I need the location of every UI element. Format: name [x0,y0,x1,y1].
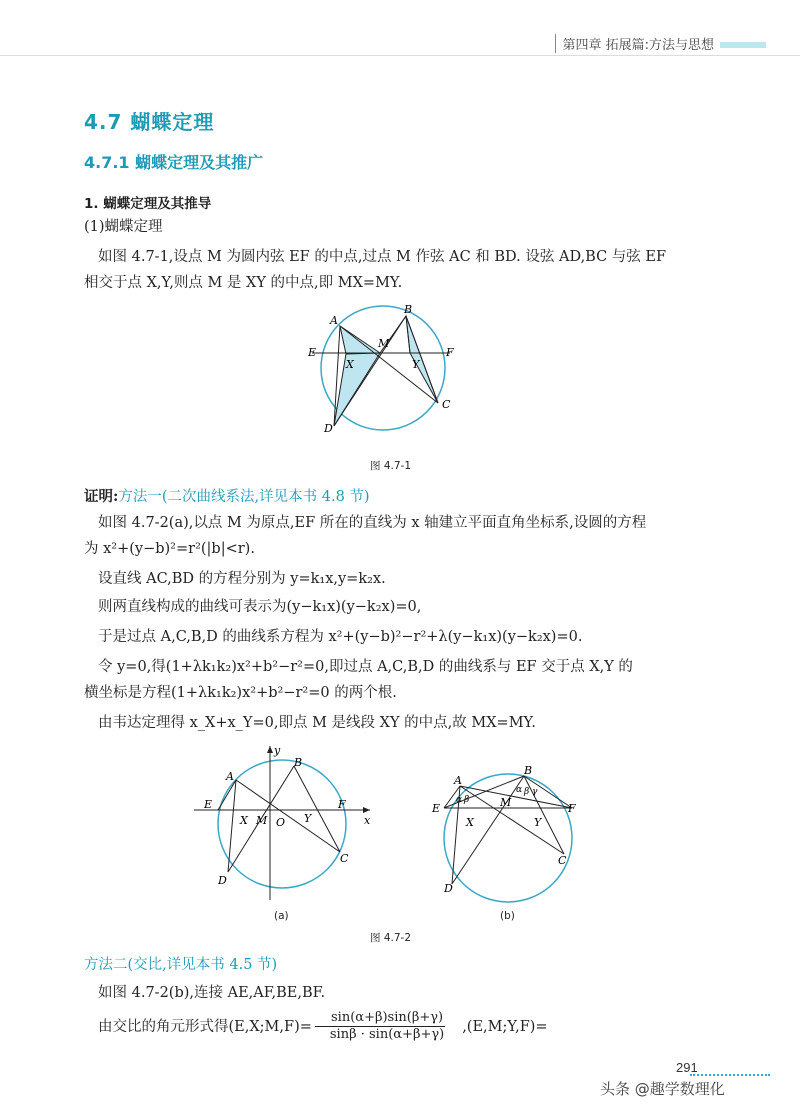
svg-text:C: C [340,852,349,865]
svg-text:Y: Y [412,358,420,371]
header-accent-bar [720,42,766,48]
chapter-header: 第四章 拓展篇:方法与思想 [555,34,714,53]
svg-text:α: α [456,795,463,805]
svg-text:O: O [276,816,286,829]
figure-sub-a: (a) [274,910,289,922]
svg-text:Y: Y [304,812,312,825]
method1-title: 方法一(二次曲线系法,详见本书 4.8 节) [118,489,370,505]
theorem-text-1: 如图 4.7-1,设点 M 为圆内弦 EF 的中点,过点 M 作弦 AC 和 BD. 设弦 AD,BC 与弦 EF [98,249,667,265]
svg-text:M: M [256,814,268,827]
watermark: 头条 @趣学数理化 [600,1080,725,1098]
method2-line-1: 如图 4.7-2(b),连接 AE,AF,BE,BF. [98,985,326,1001]
part-subheading: (1)蝴蝶定理 [84,219,163,235]
svg-text:Y: Y [534,816,542,829]
svg-text:B: B [404,303,413,316]
svg-text:D: D [218,874,227,887]
method2-line-2 [84,1010,724,1043]
figure-sub-b: (b) [500,910,515,922]
svg-text:α: α [516,785,523,795]
svg-text:A: A [330,314,338,327]
method2-title: 方法二(交比,详见本书 4.5 节) [84,957,278,973]
section-title: 4.7 蝴蝶定理 [84,110,215,134]
svg-text:F: F [568,802,576,815]
svg-text:X: X [346,358,354,371]
method2-text-a: 由交比的角元形式得(E,X;M,F)= [98,1018,312,1035]
cross-ratio-fraction [314,1010,446,1043]
subsection-title: 4.7.1 蝴蝶定理及其推广 [84,153,264,172]
svg-text:M: M [378,337,390,350]
figure-butterfly-2a [190,744,380,904]
svg-text:C: C [442,398,451,411]
svg-text:F: F [446,346,454,359]
svg-text:C: C [558,854,567,867]
theorem-text-2: 相交于点 X,Y,则点 M 是 XY 的中点,即 MX=MY. [84,275,403,291]
svg-text:x: x [364,814,371,827]
proof-line-6: 令 y=0,得(1+λk₁k₂)x²+b²−r²=0,即过点 A,C,B,D 的曲线系与 EF 交于点 X,Y 的 [98,659,633,675]
svg-text:B: B [294,756,303,769]
proof-line-2: 为 x²+(y−b)²=r²(|b|<r). [84,541,255,557]
fraction-numerator: sin(α+β)sin(β+γ) [315,1010,445,1027]
svg-text:E: E [204,798,213,811]
proof-line-1: 如图 4.7-2(a),以点 M 为原点,EF 所在的直线为 x 轴建立平面直角坐标系,设圆的方程 [98,515,647,531]
svg-text:β: β [464,795,470,805]
svg-text:D: D [444,882,453,895]
svg-text:X: X [240,814,248,827]
figure-butterfly-1 [300,296,470,446]
svg-text:A: A [226,770,234,783]
proof-title: 证明: [84,488,119,505]
proof-label [84,484,724,510]
method2-text-b: ,(E,M;Y,F)= [462,1018,548,1035]
figure-butterfly-2b [426,764,596,904]
part-heading: 1. 蝴蝶定理及其推导 [84,196,212,212]
fraction-denominator: sinβ · sin(α+β+γ) [329,1027,445,1042]
svg-text:D: D [324,422,333,435]
figure-caption-2: 图 4.7-2 [370,932,412,944]
svg-text:M: M [500,796,512,809]
svg-text:y: y [274,744,281,757]
proof-line-4: 则两直线构成的曲线可表示为(y−k₁x)(y−k₂x)=0, [98,599,422,615]
proof-line-8: 由韦达定理得 x_X+x_Y=0,即点 M 是线段 XY 的中点,故 MX=MY. [98,715,536,731]
svg-text:E: E [308,346,317,359]
proof-line-5: 于是过点 A,C,B,D 的曲线系方程为 x²+(y−b)²−r²+λ(y−k₁x)(y−k₂x)=0. [98,629,583,645]
svg-text:γ: γ [532,787,538,797]
svg-text:β: β [524,787,530,797]
header-rule [0,55,800,56]
proof-line-7: 横坐标是方程(1+λk₁k₂)x²+b²−r²=0 的两个根. [84,685,397,701]
figure-caption-1: 图 4.7-1 [370,460,412,472]
page-number: 291 [676,1060,698,1075]
proof-line-3: 设直线 AC,BD 的方程分别为 y=k₁x,y=k₂x. [98,571,386,587]
svg-text:F: F [338,798,346,811]
svg-text:E: E [432,802,441,815]
svg-text:X: X [466,816,474,829]
svg-text:B: B [524,764,533,777]
svg-text:A: A [454,774,462,787]
